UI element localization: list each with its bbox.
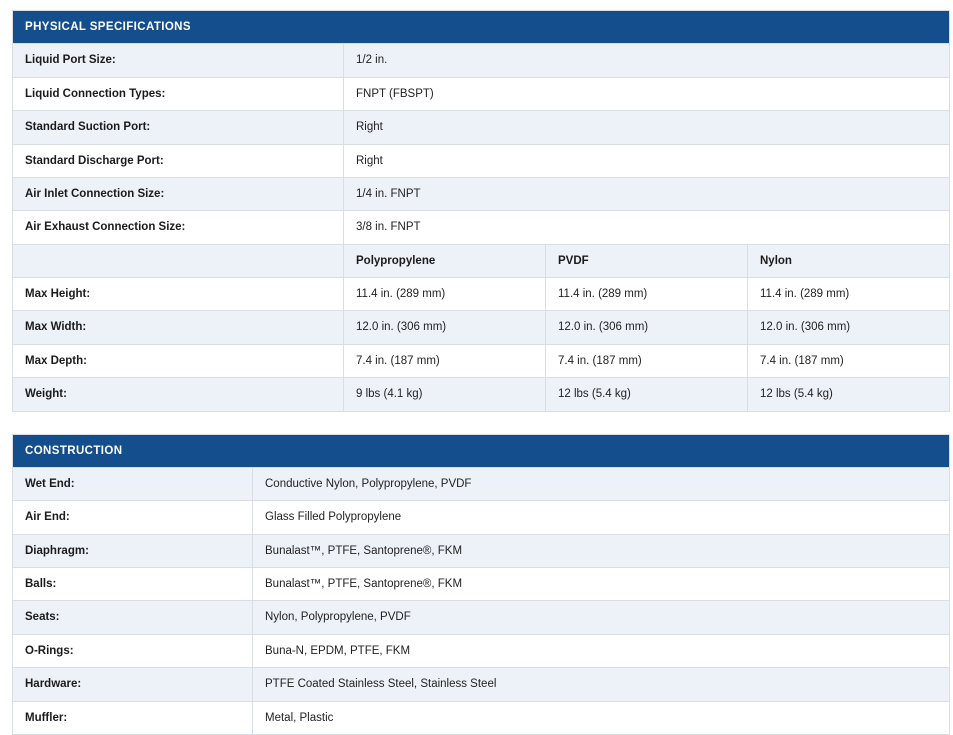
material-column-header-row [13,244,950,277]
row-value: Right [344,111,950,144]
row-label: Standard Suction Port: [13,111,344,144]
row-value: Bunalast™, PTFE, Santoprene®, FKM [253,568,950,601]
table-row [13,211,950,244]
row-value: 12.0 in. (306 mm) [344,311,546,344]
row-label: Air End: [13,501,253,534]
row-value: 1/4 in. FNPT [344,177,950,210]
row-label: Diaphragm: [13,534,253,567]
row-label: Liquid Port Size: [13,44,344,77]
material-column-polypropylene: Polypropylene [344,244,546,277]
row-value: 7.4 in. (187 mm) [344,344,546,377]
row-label: Air Exhaust Connection Size: [13,211,344,244]
row-value: 11.4 in. (289 mm) [546,278,748,311]
table-row [13,601,950,634]
row-value: Right [344,144,950,177]
row-value: Buna-N, EPDM, PTFE, FKM [253,634,950,667]
table-row [13,568,950,601]
row-label: Liquid Connection Types: [13,77,344,110]
row-value: Nylon, Polypropylene, PVDF [253,601,950,634]
table-row [13,701,950,734]
row-value: Metal, Plastic [253,701,950,734]
table-row [13,311,950,344]
row-value: Bunalast™, PTFE, Santoprene®, FKM [253,534,950,567]
row-label: Air Inlet Connection Size: [13,177,344,210]
table-row [13,668,950,701]
row-label: Max Height: [13,278,344,311]
row-value: 7.4 in. (187 mm) [546,344,748,377]
row-value: 12 lbs (5.4 kg) [748,378,950,411]
physical-specifications-header-row [13,11,950,44]
row-label: Seats: [13,601,253,634]
physical-specifications-title: PHYSICAL SPECIFICATIONS [13,11,950,44]
row-value: 12.0 in. (306 mm) [748,311,950,344]
section-spacer [12,412,945,434]
table-row [13,378,950,411]
table-row [13,634,950,667]
row-label: Hardware: [13,668,253,701]
row-value: Conductive Nylon, Polypropylene, PVDF [253,467,950,500]
construction-table [12,434,950,735]
row-label: Wet End: [13,467,253,500]
row-label: Standard Discharge Port: [13,144,344,177]
table-row [13,177,950,210]
construction-header-row [13,434,950,467]
construction-title: CONSTRUCTION [13,434,950,467]
row-label: Balls: [13,568,253,601]
row-label: Weight: [13,378,344,411]
row-value: FNPT (FBSPT) [344,77,950,110]
row-label: Max Depth: [13,344,344,377]
table-row [13,278,950,311]
row-value: 11.4 in. (289 mm) [748,278,950,311]
row-value: 12 lbs (5.4 kg) [546,378,748,411]
table-row [13,501,950,534]
table-row [13,77,950,110]
table-row [13,144,950,177]
row-label: Muffler: [13,701,253,734]
row-value: 11.4 in. (289 mm) [344,278,546,311]
row-value: Glass Filled Polypropylene [253,501,950,534]
table-row [13,344,950,377]
material-column-pvdf: PVDF [546,244,748,277]
row-label: O-Rings: [13,634,253,667]
row-label: Max Width: [13,311,344,344]
table-row [13,44,950,77]
row-value: 12.0 in. (306 mm) [546,311,748,344]
table-row [13,467,950,500]
material-column-blank [13,244,344,277]
row-value: 1/2 in. [344,44,950,77]
row-value: 9 lbs (4.1 kg) [344,378,546,411]
table-row [13,534,950,567]
table-row [13,111,950,144]
physical-specifications-table [12,10,950,412]
row-value: 3/8 in. FNPT [344,211,950,244]
row-value: PTFE Coated Stainless Steel, Stainless Steel [253,668,950,701]
row-value: 7.4 in. (187 mm) [748,344,950,377]
material-column-nylon: Nylon [748,244,950,277]
